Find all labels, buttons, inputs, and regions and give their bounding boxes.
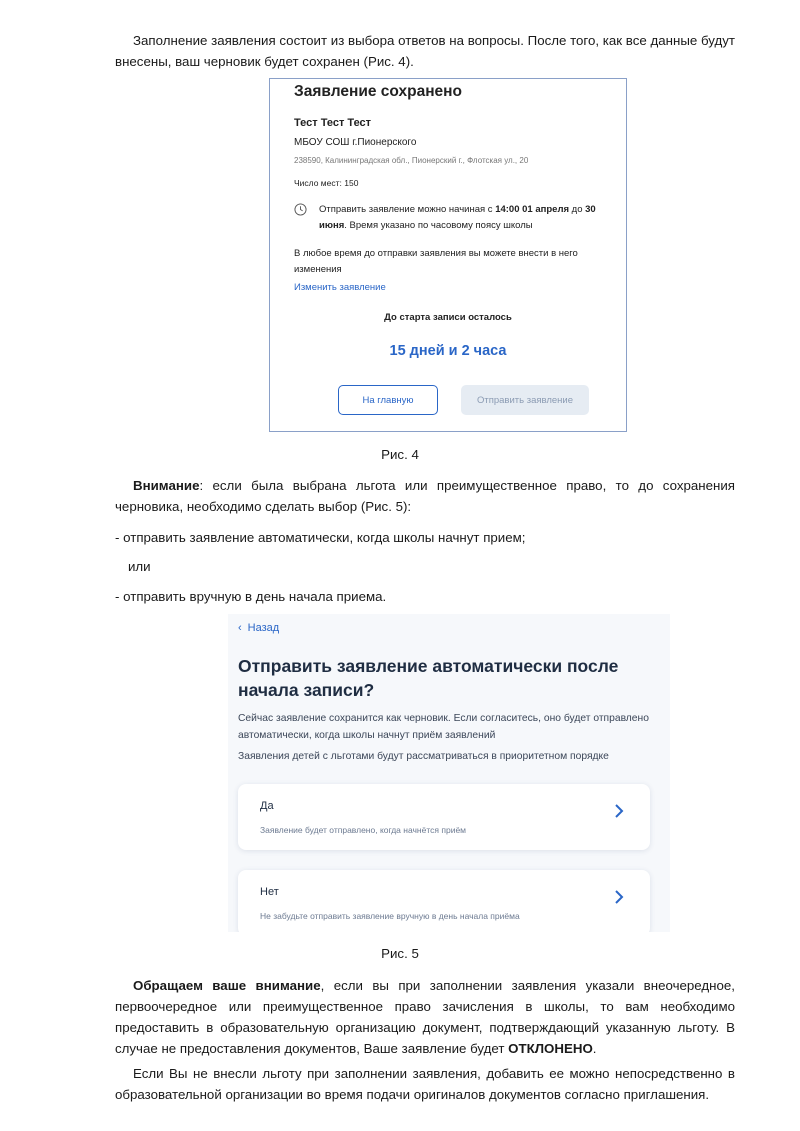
back-link[interactable]: ‹ Назад bbox=[238, 622, 280, 634]
home-button[interactable]: На главную bbox=[338, 385, 438, 415]
option-yes-card[interactable] bbox=[238, 784, 650, 850]
option-no-title: Нет bbox=[260, 886, 279, 898]
option-no-card[interactable] bbox=[238, 870, 650, 932]
school-name: МБОУ СОШ г.Пионерского bbox=[294, 137, 417, 148]
figure-4-saved-application bbox=[269, 78, 627, 432]
figure-5-caption: Рис. 5 bbox=[381, 946, 419, 961]
edit-application-link[interactable]: Изменить заявление bbox=[294, 282, 386, 293]
option-yes-subtitle: Заявление будет отправлено, когда начнётся приём bbox=[260, 825, 467, 835]
notice-paragraph: Обращаем ваше внимание, если вы при заполнении заявления указали внеочередное, первоочередное или преимущественное право зачисления в школы, то вам необходимо предоставить в образовательную организацию документ, подтверждающий указанную льготу. В случае не предоставления документов, Ваше заявление будет ОТКЛОНЕНО. bbox=[115, 978, 735, 1056]
option-or: или bbox=[128, 559, 151, 574]
option-manual: - отправить вручную в день начала приема. bbox=[115, 589, 387, 604]
until-start-label: До старта записи осталось bbox=[384, 312, 512, 323]
question-heading: Отправить заявление автоматически после начала записи? bbox=[238, 656, 619, 700]
draft-explanation: Сейчас заявление сохранится как черновик. Если согласитесь, оно будет отправлено автоматически, когда школы начнут приём заявлений bbox=[238, 713, 649, 741]
last-paragraph: Если Вы не внесли льготу при заполнении заявления, добавить ее можно непосредственно в образовательной организации во время подачи оригиналов документов согласно приглашения. bbox=[115, 1066, 735, 1102]
countdown-value: 15 дней и 2 часа bbox=[389, 343, 507, 359]
applicant-name: Тест Тест Тест bbox=[294, 117, 372, 129]
edit-info-text: В любое время до отправки заявления вы можете внести в него изменения bbox=[294, 248, 578, 275]
submit-application-button[interactable]: Отправить заявление bbox=[461, 385, 589, 415]
clock-icon bbox=[294, 203, 307, 216]
attention-paragraph: Внимание: если была выбрана льгота или преимущественное право, то до сохранения черновика, необходимо сделать выбор (Рис. 5): bbox=[115, 478, 735, 514]
figure-4-caption: Рис. 4 bbox=[381, 447, 419, 462]
chevron-left-icon: ‹ bbox=[238, 622, 242, 634]
school-address: 238590, Калининградская обл., Пионерский г., Флотская ул., 20 bbox=[294, 156, 529, 165]
priority-note: Заявления детей с льготами будут рассматриваться в приоритетном порядке bbox=[238, 751, 609, 762]
seats-count: Число мест: 150 bbox=[294, 178, 359, 188]
chevron-right-icon bbox=[614, 890, 624, 904]
option-auto: - отправить заявление автоматически, когда школы начнут прием; bbox=[115, 530, 526, 545]
figure-5-auto-send-question bbox=[228, 614, 670, 932]
send-window-text: Отправить заявление можно начиная с 14:00 01 апреля до 30 июня. Время указано по часовому поясу школы bbox=[319, 204, 596, 231]
saved-title: Заявление сохранено bbox=[294, 83, 463, 100]
intro-paragraph: Заполнение заявления состоит из выбора ответов на вопросы. После того, как все данные будут внесены, ваш черновик будет сохранен (Рис. 4). bbox=[115, 33, 735, 69]
option-no-subtitle: Не забудьте отправить заявление вручную в день начала приёма bbox=[260, 911, 520, 921]
chevron-right-icon bbox=[614, 804, 624, 818]
option-yes-title: Да bbox=[260, 800, 274, 812]
